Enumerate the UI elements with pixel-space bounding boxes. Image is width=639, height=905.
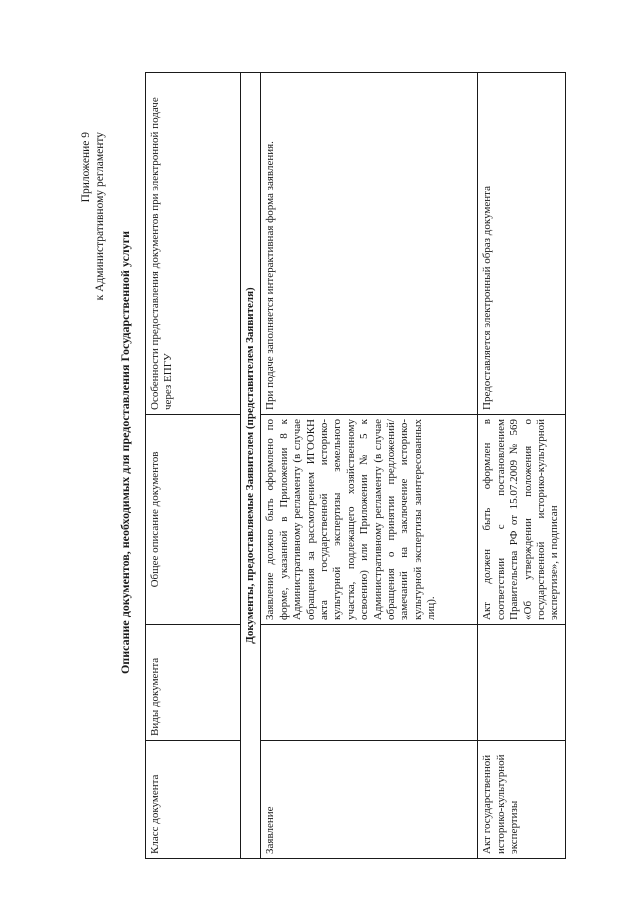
column-header-description: Общее описание документов	[146, 415, 241, 625]
appendix-reference: к Административному регламенту	[94, 132, 106, 301]
column-header-kind: Виды документа	[146, 625, 241, 741]
cell-epgu: Предоставляется электронный образ документа	[478, 73, 565, 415]
section-row	[241, 73, 261, 859]
column-header-class: Класс документа	[146, 741, 241, 859]
column-header-epgu: Особенности предоставления документов при электронной подаче через ЕПГУ	[146, 73, 241, 415]
cell-class: Акт государственной историко-культурной экспертизы	[478, 741, 565, 859]
cell-kind	[478, 625, 565, 741]
table-header-row	[146, 73, 241, 859]
appendix-number: Приложение 9	[80, 132, 92, 203]
document-title: Описание документов, необходимых для предоставления Государственной услуги	[118, 230, 132, 675]
cell-kind	[261, 625, 478, 741]
cell-class: Заявление	[261, 741, 478, 859]
table-row	[478, 73, 565, 859]
documents-table	[145, 72, 566, 859]
table-row	[261, 73, 478, 859]
cell-description: Заявление должно быть оформлено по форме, указанной в Приложении 8 к Административному регламенту (в случае обращения за рассмотрением ИГООКН акта государственной историко-культурной экспертизы земельного участка, подлежащего хозяйственному освоению) или Приложении № 5 к Административному регламенту (в случае обращения о принятии предложений/замечаний на заключение историко-культурной экспертизы заинтересованных лиц).	[261, 415, 478, 625]
cell-epgu: При подаче заполняется интерактивная форма заявления.	[261, 73, 478, 415]
section-title: Документы, предоставляемые Заявителем (представителем Заявителя)	[241, 73, 261, 859]
cell-description: Акт должен быть оформлен в соответствии с постановлением Правительства РФ от 15.07.2009 № 569 «Об утверждении положения о государственной историко-культурной экспертизе», и подписан	[478, 415, 565, 625]
